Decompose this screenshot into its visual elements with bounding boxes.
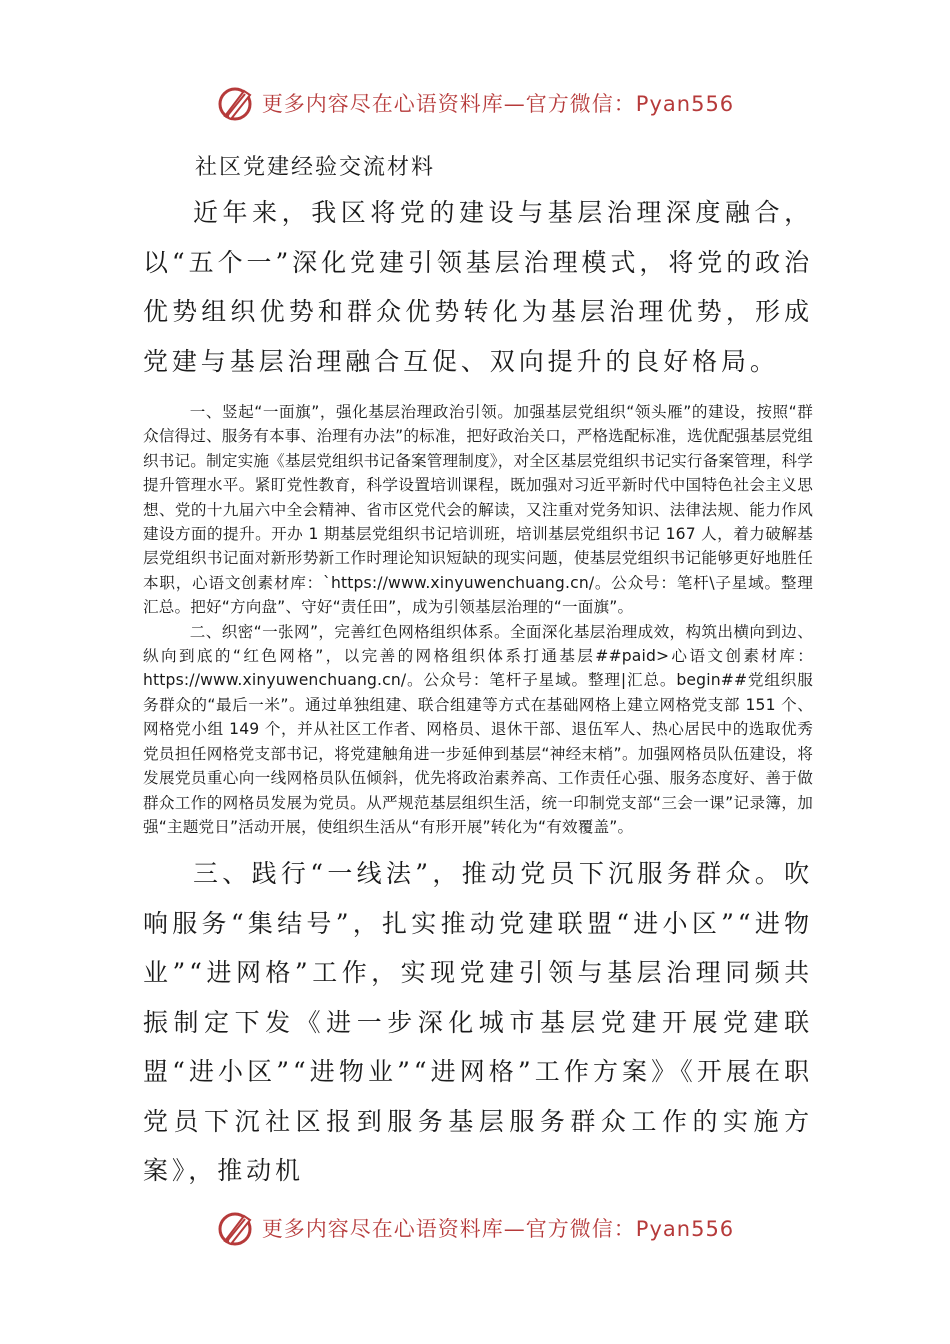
pen-nib-logo-icon: [216, 83, 256, 123]
section-3-paragraph: 三、践行“一线法”，推动党员下沉服务群众。吹响服务“集结号”，扎实推动党建联盟“进小区”“进物业”“进网格”工作，实现党建引领与基层治理同频共振制定下发《进一步深化城市基层党建开展党建联盟“进小区”“进物业”“进网格”工作方案》《开展在职党员下沉社区报到服务基层服务群众工作的实施方案》，推动机: [143, 859, 813, 1186]
watermark-text: 更多内容尽在心语资料库—官方微信：Pyan556: [261, 1217, 735, 1241]
document-body: [143, 148, 813, 1196]
section-1-paragraph: 一、竖起“一面旗”，强化基层治理政治引领。加强基层党组织“领头雁”的建设，按照“群众信得过、服务有本事、治理有办法”的标准，把好政治关口，严格选配标准，选优配强基层党组织书记。制定实施《基层党组织书记备案管理制度》，对全区基层党组织书记实行备案管理，科学提升管理水平。紧盯党性教育，科学设置培训课程，既加强对习近平新时代中国特色社会主义思想、党的十九届六中全会精神、省市区党代会的解读，又注重对党务知识、法律法规、能力作风建设方面的提升。开办 1 期基层党组织书记培训班，培训基层党组织书记 167 人，着力破解基层党组织书记面对新形势新工作时理论知识短缺的现实问题，使基层党组织书记能够更好地胜任本职，心语文创素材库：`https://www.xinyuwenchuang.cn/。公众号：笔杆\子星域。整理汇总。把好“方向盘”、守好“责任田”，成为引领基层治理的“一面旗”。: [143, 403, 813, 617]
section-2-paragraph: 二、织密“一张网”，完善红色网格组织体系。全面深化基层治理成效，构筑出横向到边、纵向到底的“红色网格”，以完善的网格组织体系打通基层##paid>心语文创素材库：https://www.xinyuwenchuang.cn/。公众号：笔杆子星域。整理|汇总。begin##党组织服务群众的“最后一米”。通过单独组建、联合组建等方式在基础网格上建立网格党支部 151 个、网格党小组 149 个，并从社区工作者、网格员、退休干部、退伍军人、热心居民中的选取优秀党员担任网格党支部书记，将党建触角进一步延伸到基层“神经末梢”。加强网格员队伍建设，将发展党员重心向一线网格员队伍倾斜，优先将政治素养高、工作责任心强、服务态度好、善于做群众工作的网格员发展为党员。从严规范基层组织生活，统一印制党支部“三会一课”记录簿，加强“主题党日”活动开展，使组织生活从“有形开展”转化为“有效覆盖”。: [143, 622, 813, 836]
intro-paragraph: 近年来，我区将党的建设与基层治理深度融合，以“五个一”深化党建引领基层治理模式，将党的政治优势组织优势和群众优势转化为基层治理优势，形成党建与基层治理融合互促、双向提升的良好格局。: [143, 198, 813, 376]
document-title: 社区党建经验交流材料: [195, 155, 436, 180]
pen-nib-logo-icon: [216, 1208, 256, 1248]
watermark-text: 更多内容尽在心语资料库—官方微信：Pyan556: [261, 92, 735, 116]
watermark-banner-top: [0, 78, 950, 128]
watermark-banner-bottom: [0, 1203, 950, 1253]
